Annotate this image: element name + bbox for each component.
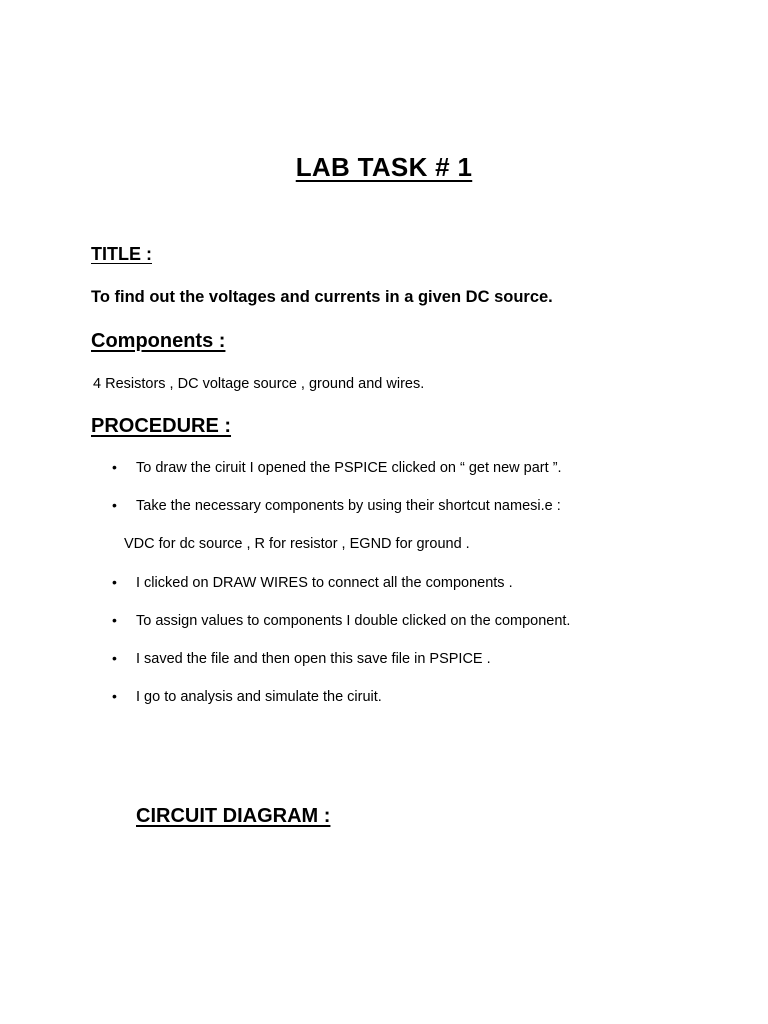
procedure-step-continuation: VDC for dc source , R for resistor , EGND for ground . (124, 536, 470, 552)
procedure-step (112, 459, 562, 476)
procedure-step-text: I saved the file and then open this save file in PSPICE . (136, 651, 491, 667)
components-text: 4 Resistors , DC voltage source , ground and wires. (93, 376, 425, 392)
bullet-icon: • (112, 497, 117, 513)
title-text: To find out the voltages and currents in a given DC source. (91, 288, 553, 306)
procedure-heading: PROCEDURE : (91, 415, 232, 437)
bullet-icon: • (112, 459, 117, 475)
procedure-step-text: Take the necessary components by using their shortcut namesi.e : (136, 498, 561, 514)
procedure-step (112, 650, 491, 667)
procedure-step (112, 612, 570, 629)
title-heading: TITLE : (91, 244, 152, 264)
procedure-step (112, 497, 561, 514)
procedure-step (112, 574, 513, 591)
bullet-icon: • (112, 574, 117, 590)
bullet-icon: • (112, 650, 117, 666)
procedure-step (112, 688, 382, 705)
procedure-step-text: I go to analysis and simulate the ciruit. (136, 689, 382, 705)
bullet-icon: • (112, 612, 117, 628)
bullet-icon: • (112, 688, 117, 704)
circuit-diagram-heading: CIRCUIT DIAGRAM : (136, 805, 331, 827)
procedure-step-text: To assign values to components I double clicked on the component. (136, 613, 571, 629)
components-heading: Components : (91, 330, 226, 352)
procedure-step-text: I clicked on DRAW WIRES to connect all the components . (136, 575, 513, 591)
page-title: LAB TASK # 1 (295, 152, 473, 182)
procedure-step-text: To draw the ciruit I opened the PSPICE clicked on “ get new part ”. (136, 460, 562, 476)
